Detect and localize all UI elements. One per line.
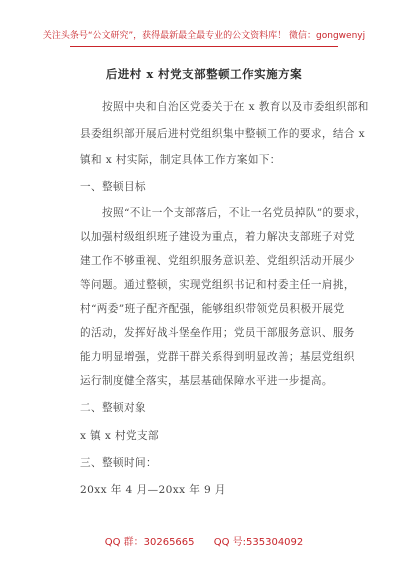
intro-line-3: 镇和 x 村实际，制定具体工作方案如下：: [80, 154, 281, 166]
header-divider: [70, 46, 338, 47]
section1-line-6: 的活动，发挥好战斗堡垒作用；党员干部服务意识、服务: [80, 327, 355, 339]
section1-line-4: 等问题。通过整顿，实现党组织书记和村委主任一肩挑，: [80, 279, 355, 291]
section1-line-5: 村“两委”班子配齐配强，能够组织带领党员积极开展党: [80, 303, 345, 315]
footer-contact: [0, 533, 408, 548]
document-title: 后进村 x 村党支部整顿工作实施方案: [105, 67, 303, 81]
section2-heading: 二、整顿对象: [80, 402, 146, 414]
section1-line-1: 按照“不让一个支部落后，不让一名党员掉队”的要求，: [102, 207, 367, 219]
footer-qq-group: QQ 群：30265665: [104, 537, 195, 548]
intro-line-2: 县委组织部开展后进村党组织集中整顿工作的要求，结合 x: [80, 128, 365, 140]
section1-line-8: 运行制度健全落实，基层基础保障水平进一步提高。: [80, 375, 333, 387]
section3-heading: 三、整顿时间：: [80, 457, 157, 469]
header-notice: 关注头条号“公文研究”，获得最新最全最专业的公文资料库！ 微信：gongwenyj: [42, 31, 366, 41]
section1-line-7: 能力明显增强，党群干群关系得到明显改善；基层党组织: [80, 351, 355, 363]
section1-line-3: 建工作不够重视、党组织服务意识差、党组织活动开展少: [80, 255, 355, 267]
intro-line-1: 按照中央和自治区党委关于在 x 教育以及市委组织部和: [102, 101, 369, 113]
section3-text: 20xx 年 4 月—20xx 年 9 月: [80, 484, 226, 496]
section2-text: x 镇 x 村党支部: [80, 430, 160, 442]
footer-qq-number: QQ 号:535304092: [213, 537, 304, 548]
section1-line-2: 以加强村级组织班子建设为重点，着力解决支部班子对党: [80, 231, 355, 243]
section1-heading: 一、整顿目标: [80, 181, 146, 193]
